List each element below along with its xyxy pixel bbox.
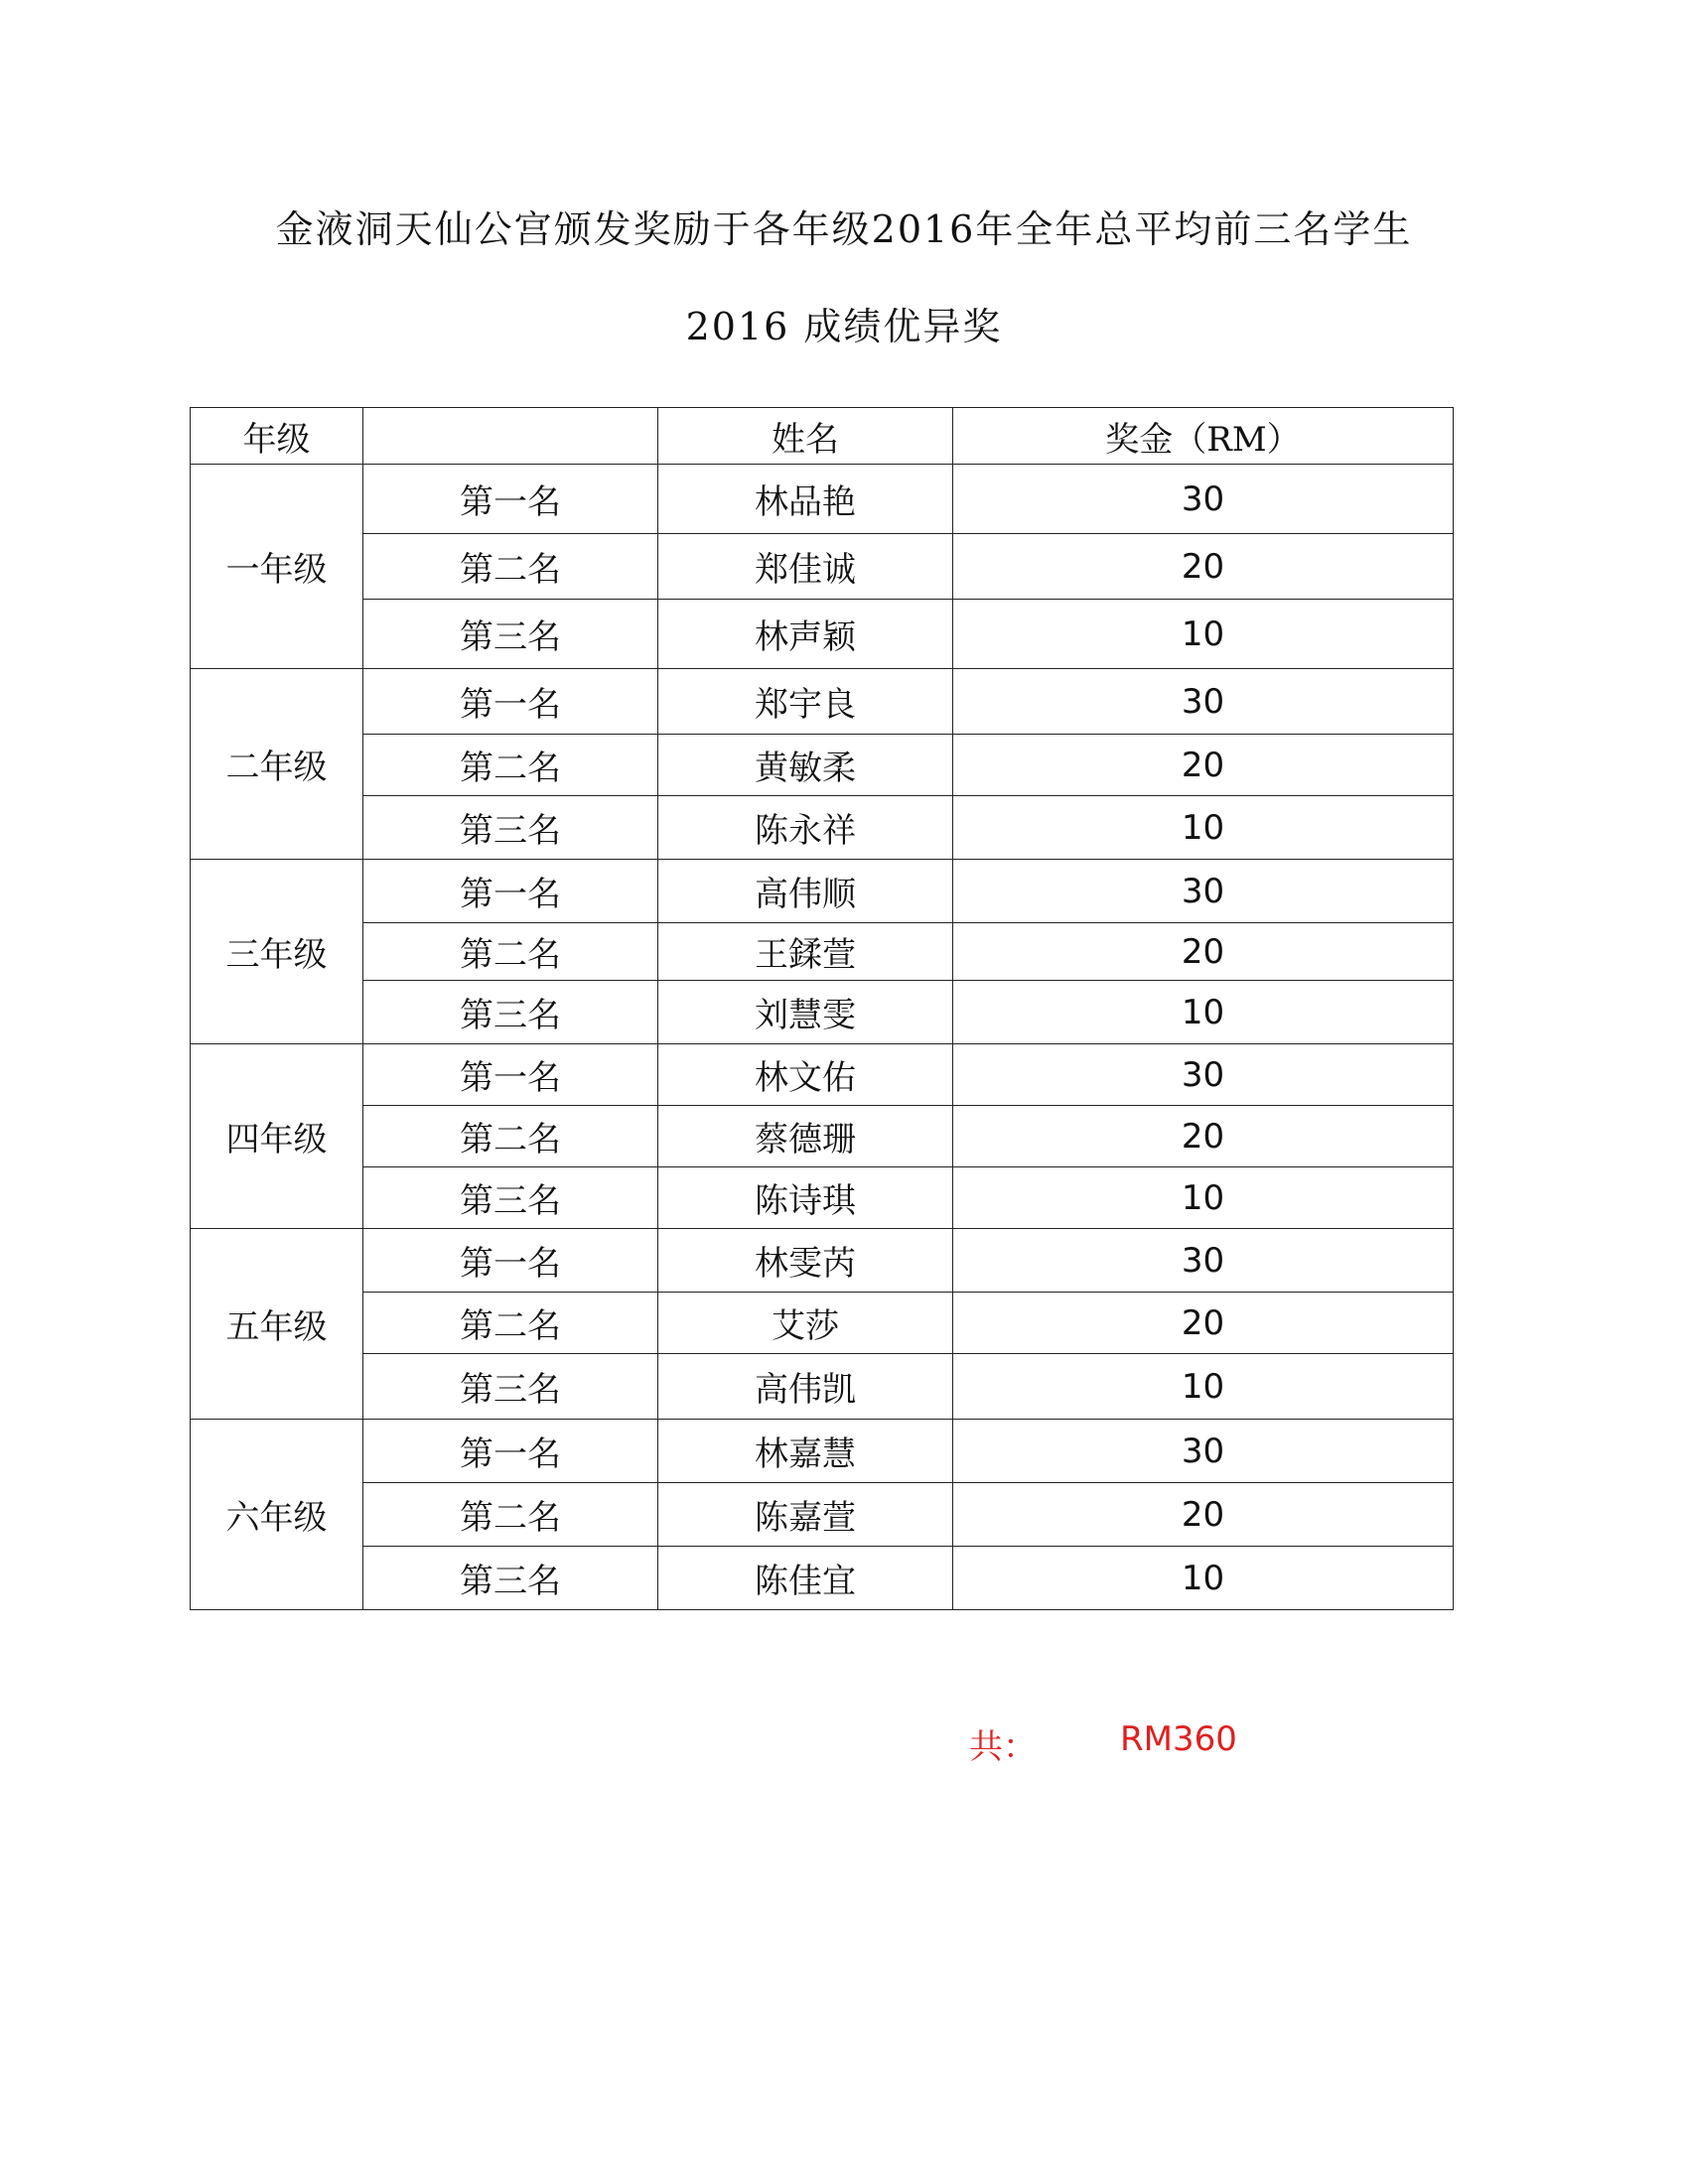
- student-name-cell: 林嘉慧: [658, 1420, 953, 1483]
- amount-cell: 30: [953, 465, 1454, 534]
- table-row: [191, 1483, 1454, 1547]
- rank-cell: 第一名: [363, 1229, 658, 1293]
- table-row: [191, 1229, 1454, 1293]
- rank-cell: 第一名: [363, 465, 658, 534]
- student-name-cell: 陈佳宜: [658, 1547, 953, 1610]
- award-table-body: [191, 465, 1454, 1610]
- rank-cell: 第一名: [363, 669, 658, 735]
- student-name-cell: 陈永祥: [658, 796, 953, 860]
- total-label: 共：: [969, 1727, 1037, 1767]
- table-row: [191, 1547, 1454, 1610]
- amount-cell: 10: [953, 600, 1454, 669]
- student-name-cell: 王鍒萱: [658, 923, 953, 981]
- amount-cell: 30: [953, 860, 1454, 923]
- student-name-cell: 林文佑: [658, 1044, 953, 1106]
- table-row: [191, 669, 1454, 735]
- amount-cell: 30: [953, 669, 1454, 735]
- amount-cell: 10: [953, 1547, 1454, 1610]
- document-subtitle: 2016 成绩优异奖: [685, 305, 1003, 348]
- rank-cell: 第一名: [363, 860, 658, 923]
- amount-cell: 10: [953, 796, 1454, 860]
- amount-cell: 30: [953, 1420, 1454, 1483]
- table-row: [191, 465, 1454, 534]
- amount-cell: 10: [953, 981, 1454, 1044]
- amount-cell: 10: [953, 1354, 1454, 1420]
- amount-cell: 20: [953, 735, 1454, 796]
- rank-cell: 第二名: [363, 923, 658, 981]
- grade-cell: 一年级: [191, 465, 363, 669]
- grade-cell: 二年级: [191, 669, 363, 860]
- rank-cell: 第三名: [363, 1167, 658, 1229]
- table-row: [191, 1354, 1454, 1420]
- rank-cell: 第二名: [363, 1483, 658, 1547]
- table-row: [191, 1167, 1454, 1229]
- total-value: RM360: [1120, 1719, 1237, 1759]
- table-row: [191, 600, 1454, 669]
- rank-cell: 第三名: [363, 1547, 658, 1610]
- table-row: [191, 1044, 1454, 1106]
- grade-cell: 五年级: [191, 1229, 363, 1420]
- student-name-cell: 郑佳诚: [658, 534, 953, 600]
- student-name-cell: 蔡德珊: [658, 1106, 953, 1167]
- grade-cell: 四年级: [191, 1044, 363, 1229]
- header-rank: [363, 408, 658, 465]
- table-row: [191, 1420, 1454, 1483]
- amount-cell: 20: [953, 923, 1454, 981]
- amount-cell: 10: [953, 1167, 1454, 1229]
- student-name-cell: 艾莎: [658, 1293, 953, 1354]
- student-name-cell: 黄敏柔: [658, 735, 953, 796]
- header-amount: 奖金（RM）: [953, 408, 1454, 465]
- header-grade: 年级: [191, 408, 363, 465]
- award-table: [190, 407, 1454, 1610]
- amount-cell: 20: [953, 1106, 1454, 1167]
- table-header-row: [191, 408, 1454, 465]
- student-name-cell: 高伟凯: [658, 1354, 953, 1420]
- rank-cell: 第一名: [363, 1044, 658, 1106]
- header-name: 姓名: [658, 408, 953, 465]
- student-name-cell: 陈诗琪: [658, 1167, 953, 1229]
- amount-cell: 20: [953, 1293, 1454, 1354]
- rank-cell: 第三名: [363, 1354, 658, 1420]
- rank-cell: 第一名: [363, 1420, 658, 1483]
- document-title: 金液洞天仙公宫颁发奖励于各年级2016年全年总平均前三名学生: [275, 207, 1413, 251]
- rank-cell: 第三名: [363, 796, 658, 860]
- amount-cell: 30: [953, 1044, 1454, 1106]
- rank-cell: 第二名: [363, 534, 658, 600]
- grade-cell: 三年级: [191, 860, 363, 1044]
- table-row: [191, 981, 1454, 1044]
- student-name-cell: 郑宇良: [658, 669, 953, 735]
- student-name-cell: 高伟顺: [658, 860, 953, 923]
- student-name-cell: 林品艳: [658, 465, 953, 534]
- rank-cell: 第二名: [363, 1106, 658, 1167]
- table-row: [191, 1106, 1454, 1167]
- student-name-cell: 刘慧雯: [658, 981, 953, 1044]
- student-name-cell: 陈嘉萱: [658, 1483, 953, 1547]
- rank-cell: 第三名: [363, 981, 658, 1044]
- table-row: [191, 796, 1454, 860]
- grade-cell: 六年级: [191, 1420, 363, 1610]
- rank-cell: 第三名: [363, 600, 658, 669]
- student-name-cell: 林声颖: [658, 600, 953, 669]
- amount-cell: 30: [953, 1229, 1454, 1293]
- amount-cell: 20: [953, 1483, 1454, 1547]
- table-row: [191, 860, 1454, 923]
- table-row: [191, 923, 1454, 981]
- table-row: [191, 534, 1454, 600]
- amount-cell: 20: [953, 534, 1454, 600]
- rank-cell: 第二名: [363, 1293, 658, 1354]
- student-name-cell: 林雯芮: [658, 1229, 953, 1293]
- table-row: [191, 1293, 1454, 1354]
- rank-cell: 第二名: [363, 735, 658, 796]
- table-row: [191, 735, 1454, 796]
